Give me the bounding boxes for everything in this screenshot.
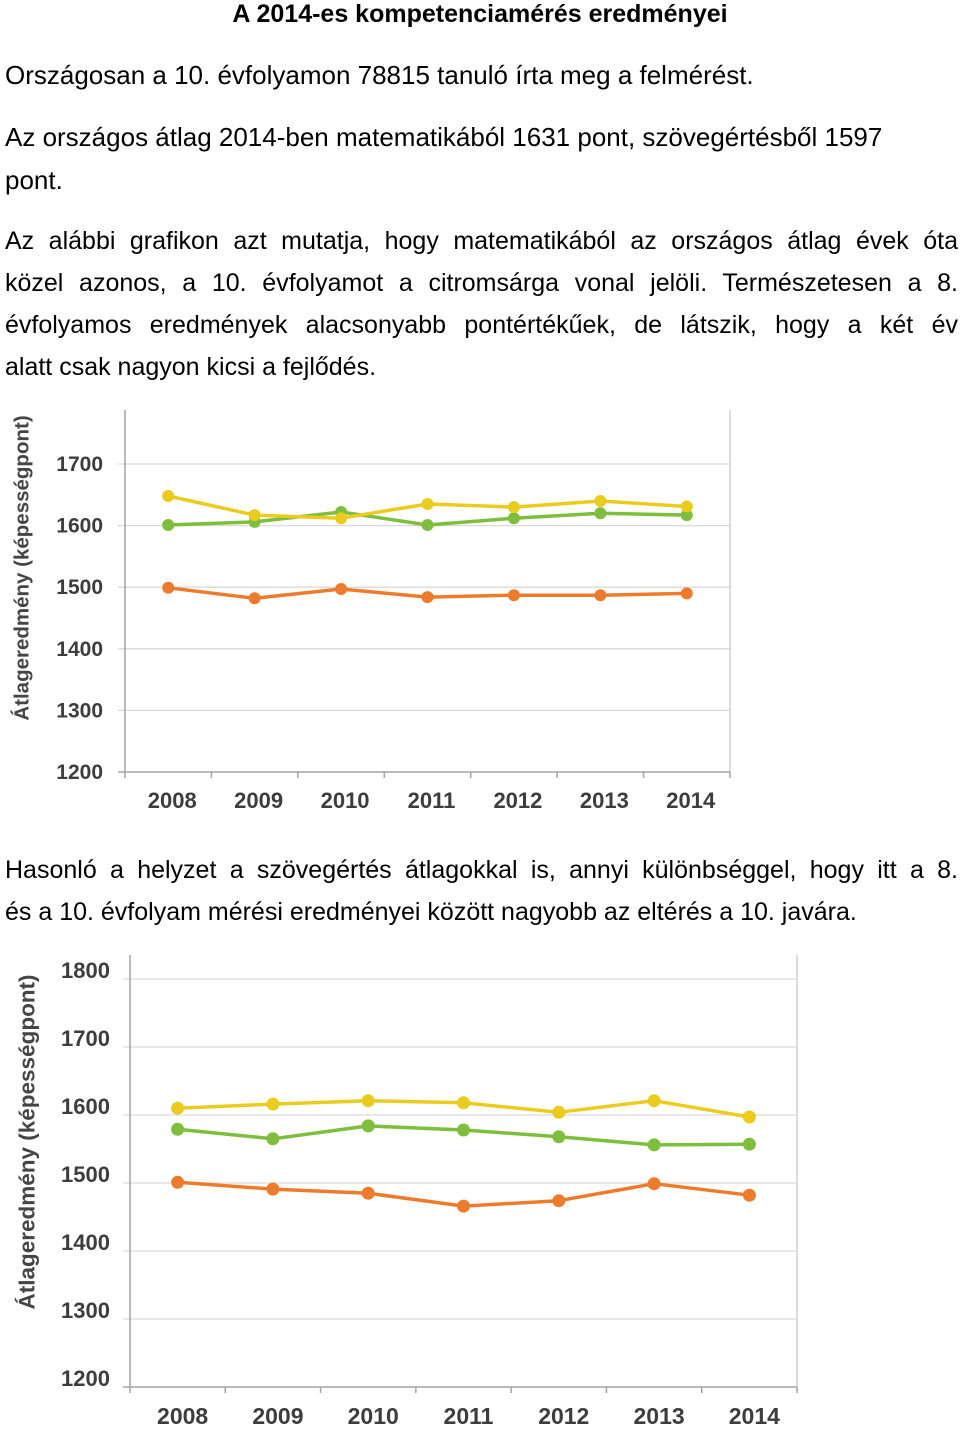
y-tick-label: 1600 (61, 1094, 110, 1119)
y-tick-label: 1800 (61, 958, 110, 983)
data-point (362, 1094, 375, 1107)
data-point (162, 582, 174, 594)
data-point (681, 587, 693, 599)
y-tick-label: 1200 (61, 1366, 110, 1391)
text-line: évfolyamos eredmények alacsonyabb pontértékűek, de látszik, hogy a két év (5, 311, 958, 339)
data-point (335, 583, 347, 595)
data-point (266, 1132, 279, 1145)
x-tick-label: 2008 (147, 788, 197, 813)
y-tick-label: 1400 (56, 637, 103, 661)
y-tick-label: 1600 (56, 514, 103, 538)
text-line: Hasonló a helyzet a szövegértés átlagokkal is, annyi különbséggel, hogy itt a 8. (5, 856, 958, 884)
data-point (457, 1124, 470, 1137)
math-chart-plot (11, 410, 731, 813)
reading-chart-description (5, 849, 958, 933)
data-point (335, 512, 347, 524)
x-tick-label: 2008 (157, 1403, 209, 1429)
x-tick-label: 2012 (493, 788, 543, 813)
x-tick-label: 2010 (320, 788, 370, 813)
text-line: közel azonos, a 10. évfolyamot a citromsárga vonal jelöli. Természetesen a 8. (5, 269, 958, 297)
x-tick-label: 2009 (252, 1403, 304, 1429)
data-point (249, 592, 261, 604)
data-point (681, 501, 693, 513)
text-line: Országosan a 10. évfolyamon 78815 tanuló írta meg a felmérést. (5, 60, 754, 90)
data-point (249, 509, 261, 521)
text-line: pont. (5, 165, 63, 195)
x-tick-label: 2011 (443, 1403, 494, 1429)
x-tick-label: 2014 (666, 788, 716, 813)
participants-paragraph (5, 54, 958, 97)
y-tick-label: 1700 (56, 453, 103, 476)
math-chart-description (5, 220, 958, 388)
text-line: Az országos átlag 2014-ben matematikából 1631 pont, szövegértésből 1597 (5, 122, 883, 152)
y-tick-label: 1400 (61, 1230, 110, 1255)
y-axis-title: Átlageredmény (képességpont) (10, 415, 34, 721)
data-point (422, 498, 434, 510)
data-point (457, 1096, 470, 1109)
data-point (457, 1200, 470, 1213)
data-point (552, 1130, 565, 1143)
data-point (362, 1119, 375, 1132)
data-point (171, 1123, 184, 1136)
x-tick-label: 2011 (407, 788, 456, 813)
reading-line-chart (0, 940, 960, 1430)
x-tick-label: 2014 (728, 1403, 780, 1429)
x-tick-label: 2010 (347, 1403, 399, 1429)
data-point (594, 507, 606, 519)
data-point (648, 1138, 661, 1151)
data-point (594, 495, 606, 507)
data-point (552, 1194, 565, 1207)
text-line: Az alábbi grafikon azt mutatja, hogy matematikából az országos átlag évek óta (5, 227, 958, 255)
data-point (648, 1094, 661, 1107)
y-tick-label: 1200 (56, 761, 103, 784)
data-point (552, 1106, 565, 1119)
page-title: A 2014-es kompetenciamérés eredményei (232, 0, 728, 28)
y-tick-label: 1500 (56, 576, 103, 600)
data-point (422, 519, 434, 531)
text-line: és a 10. évfolyam mérési eredményei között nagyobb az eltérés a 10. javára. (5, 898, 857, 926)
y-tick-label: 1300 (61, 1298, 110, 1323)
x-tick-label: 2013 (579, 788, 629, 813)
reading-chart-plot (15, 955, 798, 1429)
text-line: alatt csak nagyon kicsi a fejlődés. (5, 353, 377, 381)
data-point (594, 589, 606, 601)
data-point (266, 1098, 279, 1111)
y-tick-label: 1700 (61, 1026, 110, 1051)
data-point (266, 1183, 279, 1196)
x-tick-label: 2009 (234, 788, 284, 813)
data-point (508, 512, 520, 524)
data-point (162, 519, 174, 531)
data-point (171, 1102, 184, 1115)
data-point (508, 589, 520, 601)
data-point (743, 1189, 756, 1202)
y-tick-label: 1300 (56, 699, 103, 723)
data-point (362, 1187, 375, 1200)
y-axis-title: Átlageredmény (képességpont) (14, 974, 40, 1310)
data-point (171, 1176, 184, 1189)
data-point (648, 1177, 661, 1190)
x-tick-label: 2012 (538, 1403, 590, 1429)
math-line-chart (0, 400, 960, 825)
y-tick-label: 1500 (61, 1162, 110, 1187)
data-point (743, 1138, 756, 1151)
data-point (743, 1111, 756, 1124)
data-point (508, 501, 520, 513)
data-point (162, 490, 174, 502)
x-tick-label: 2013 (633, 1403, 685, 1429)
data-point (422, 591, 434, 603)
national-average-paragraph (5, 116, 958, 202)
